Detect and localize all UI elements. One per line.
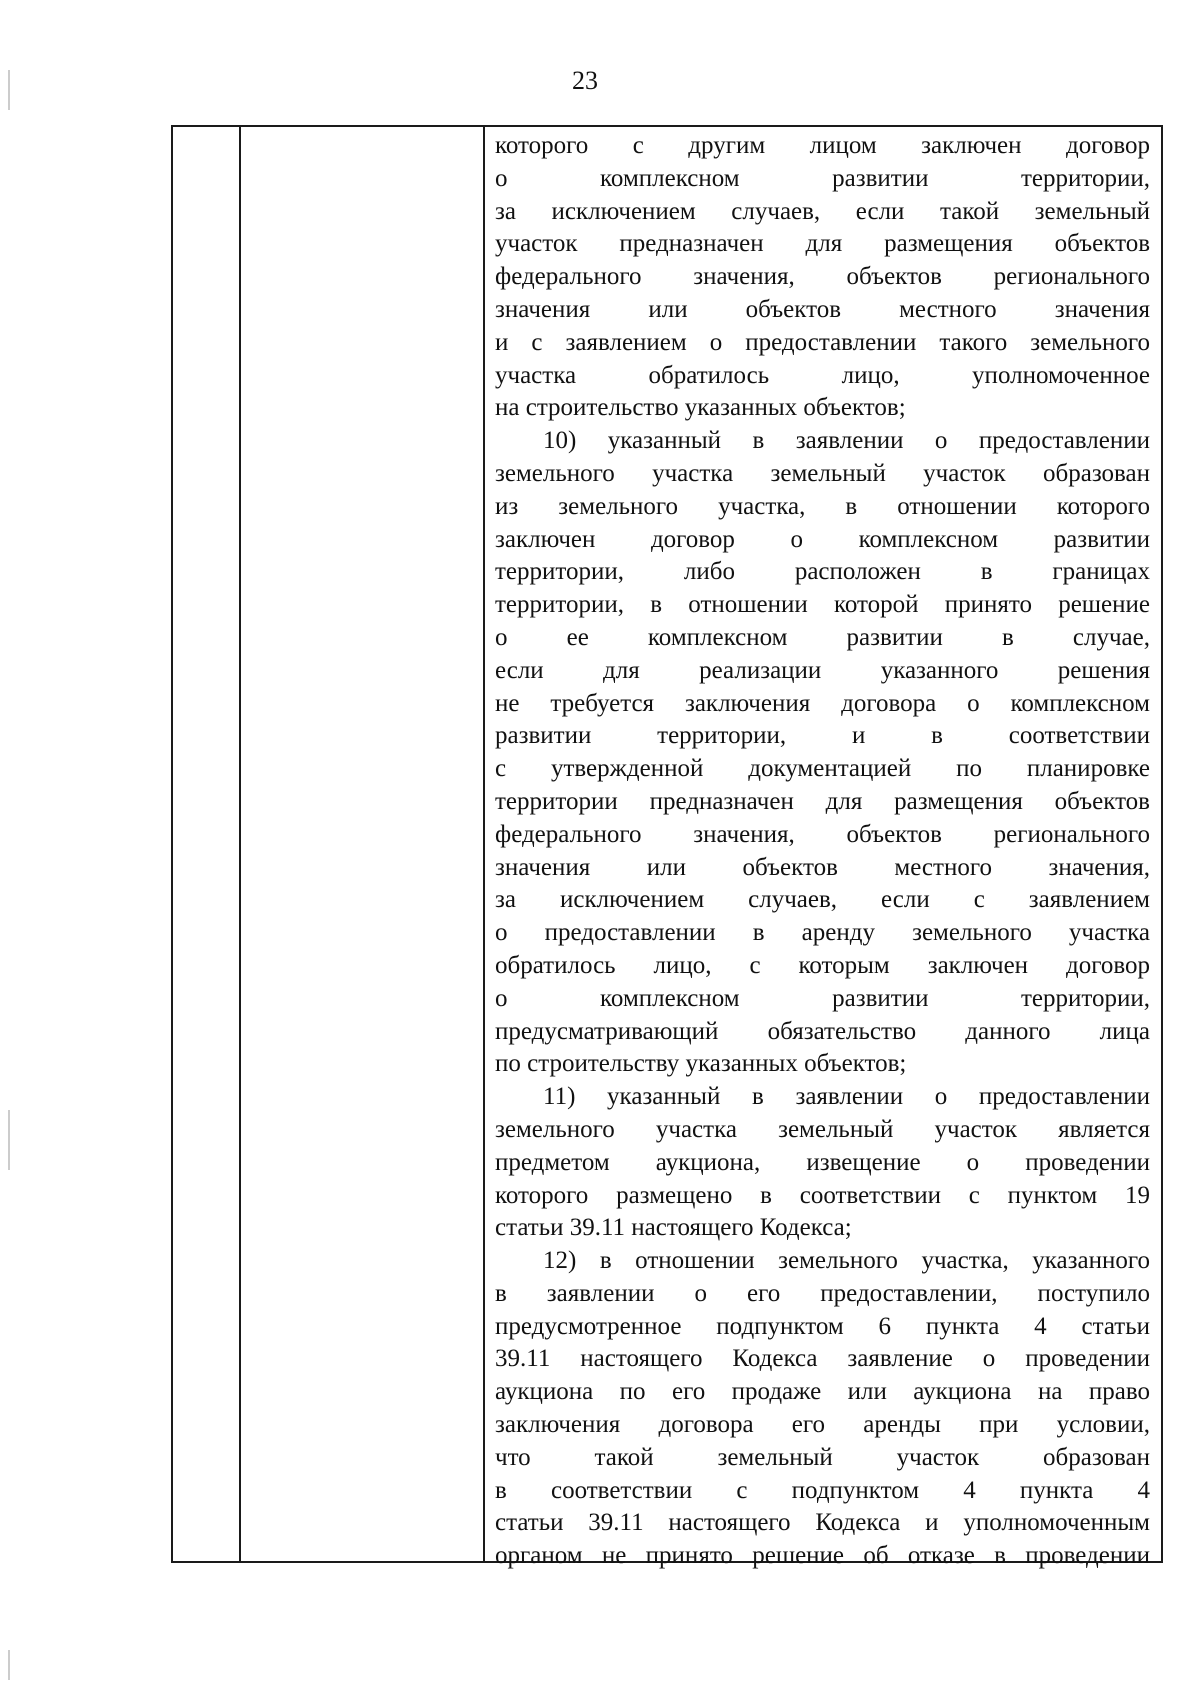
text-line: предусмотренное подпунктом 6 пункта 4 статьи	[495, 1312, 1150, 1340]
text-line: по строительству указанных объектов;	[495, 1050, 907, 1078]
page-number: 23	[572, 66, 598, 95]
text-line: статьи 39.11 настоящего Кодекса и уполномоченным	[495, 1509, 1150, 1537]
text-line: если для реализации указанного решения	[495, 656, 1150, 684]
text-line: не требуется заключения договора о комплексном	[495, 689, 1150, 717]
text-line: о комплексном развитии территории,	[495, 164, 1150, 192]
text-line: заключен договор о комплексном развитии	[495, 525, 1150, 553]
text-line: о предоставлении в аренду земельного участка	[495, 919, 1150, 947]
text-line: федерального значения, объектов регионального	[495, 263, 1150, 291]
text-line: аукциона по его продаже или аукциона на право	[495, 1378, 1150, 1406]
text-line: из земельного участка, в отношении которого	[495, 492, 1150, 520]
text-line: значения или объектов местного значения	[495, 295, 1150, 323]
text-line: земельного участка земельный участок является	[495, 1115, 1150, 1143]
text-line: территории, в отношении которой принято решение	[495, 591, 1150, 619]
text-line: 10) указанный в заявлении о предоставлении	[543, 427, 1150, 455]
text-line: что такой земельный участок образован	[495, 1443, 1150, 1471]
scan-margin-mark	[8, 70, 10, 110]
text-line: за исключением случаев, если с заявлением	[495, 886, 1150, 914]
text-line: органом не принято решение об отказе в проведении	[495, 1542, 1150, 1570]
text-line: участок предназначен для размещения объектов	[495, 230, 1150, 258]
text-line: на строительство указанных объектов;	[495, 394, 906, 422]
table-column-divider	[483, 127, 485, 1561]
table-text-cell	[495, 130, 1150, 1573]
scan-margin-mark	[8, 1650, 10, 1680]
text-line: территории предназначен для размещения объектов	[495, 787, 1150, 815]
text-line: в соответствии с подпунктом 4 пункта 4	[495, 1476, 1150, 1504]
text-line: территории, либо расположен в границах	[495, 558, 1150, 586]
document-table	[171, 125, 1163, 1570]
text-line: которого с другим лицом заключен договор	[495, 132, 1150, 159]
text-line: земельного участка земельный участок образован	[495, 459, 1150, 487]
text-line: 12) в отношении земельного участка, указанного	[543, 1247, 1150, 1275]
text-line: предусматривающий обязательство данного лица	[495, 1017, 1150, 1045]
table-column-divider	[239, 127, 241, 1561]
text-line: которого размещено в соответствии с пунктом 19	[495, 1181, 1150, 1209]
text-line: 11) указанный в заявлении о предоставлении	[543, 1083, 1150, 1111]
text-line: обратилось лицо, с которым заключен договор	[495, 951, 1150, 979]
text-line: 39.11 настоящего Кодекса заявление о проведении	[495, 1345, 1150, 1373]
text-line: за исключением случаев, если такой земельный	[495, 197, 1150, 225]
text-line: о комплексном развитии территории,	[495, 984, 1150, 1012]
text-line: и с заявлением о предоставлении такого земельного	[495, 328, 1150, 356]
scan-margin-mark	[8, 1110, 10, 1170]
text-line: с утвержденной документацией по планировке	[495, 755, 1150, 783]
text-line: заключения договора его аренды при условии,	[495, 1411, 1150, 1439]
text-line: статьи 39.11 настоящего Кодекса;	[495, 1214, 852, 1242]
text-line: о ее комплексном развитии в случае,	[495, 623, 1150, 651]
text-line: предметом аукциона, извещение о проведении	[495, 1148, 1150, 1176]
text-line: федерального значения, объектов регионального	[495, 820, 1150, 848]
text-line: развитии территории, и в соответствии	[495, 722, 1150, 750]
text-line: участка обратилось лицо, уполномоченное	[495, 361, 1150, 389]
text-line: в заявлении о его предоставлении, поступило	[495, 1279, 1150, 1307]
text-line: значения или объектов местного значения,	[495, 853, 1150, 881]
